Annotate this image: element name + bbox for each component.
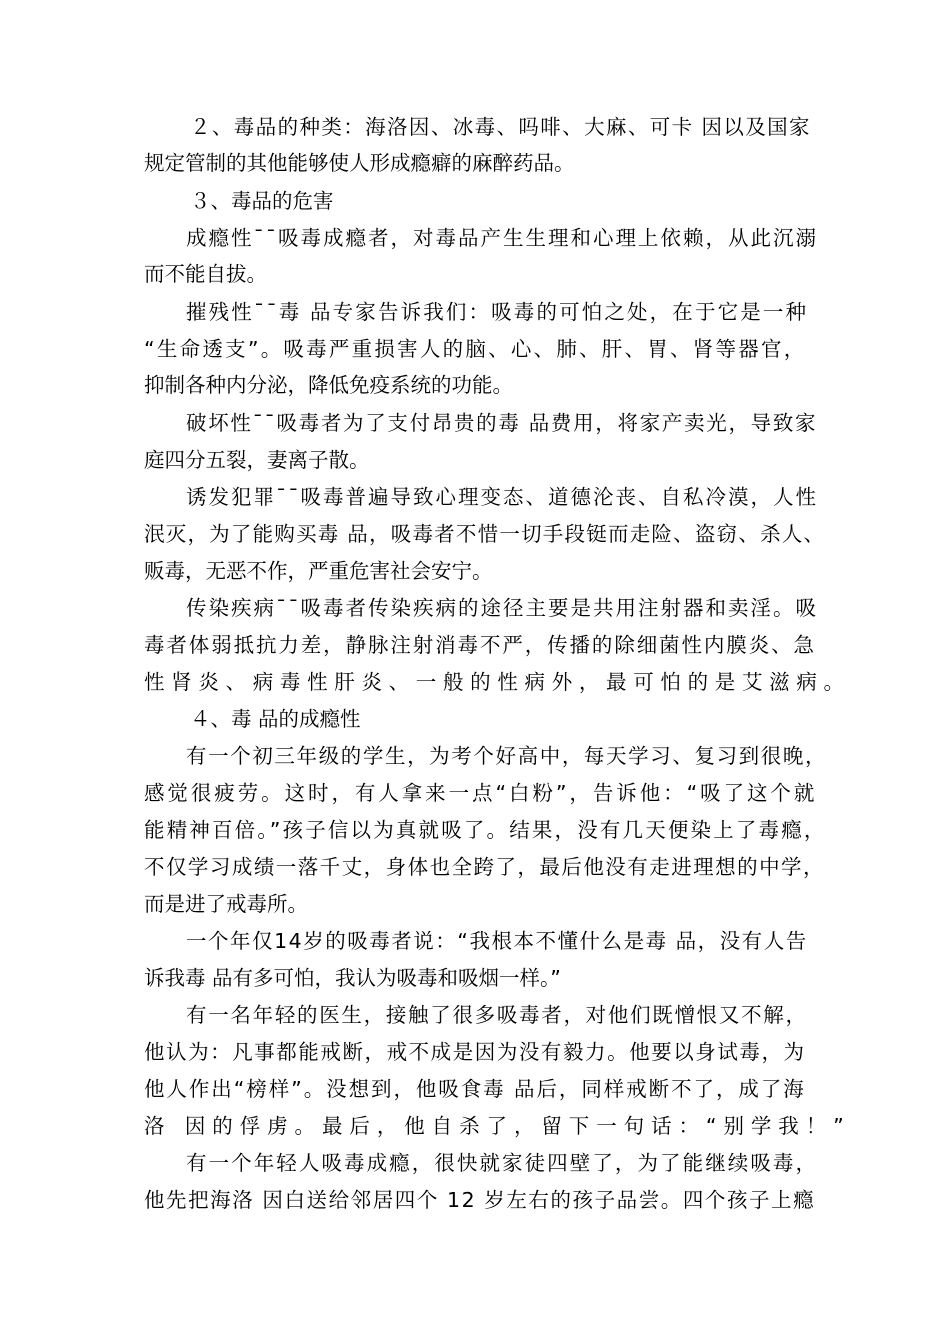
text-line: 抑制各种内分泌，降低免疫系统的功能。 [144, 373, 513, 397]
text-line: 洛 因的俘虏。最后，他自杀了，留下一句话：“别学我！” [144, 1114, 851, 1138]
text-line: 规定管制的其他能够使人形成瘾癖的麻醉药品。 [144, 151, 575, 175]
text-line: 他先把海洛 因白送给邻居四个 12 岁左右的孩子品尝。四个孩子上瘾 [144, 1188, 816, 1212]
text-line: 有一个年轻人吸毒成瘾，很快就家徒四壁了，为了能继续吸毒， [186, 1151, 819, 1175]
text-line: 传染疾病¯¯吸毒者传染疾病的途径主要是共用注射器和卖淫。吸 [186, 596, 818, 620]
text-line: 一个年仅14岁的吸毒者说：“我根本不懂什么是毒 品，没有人告 [186, 929, 808, 953]
text-line: 诉我毒 品有多可怕，我认为吸毒和吸烟一样。” [144, 966, 561, 990]
text-line: 毒者体弱抵抗力差，静脉注射消毒不严，传播的除细菌性内膜炎、急 [144, 633, 816, 657]
text-line: “生命透支”。吸毒严重损害人的脑、心、肺、肝、胃、肾等器官， [144, 337, 807, 361]
text-line: 而是进了戒毒所。 [144, 892, 308, 916]
text-line: 诱发犯罪¯¯吸毒普遍导致心理变态、道德沦丧、自私冷漠，人性 [186, 485, 818, 509]
text-line: 他人作出“榜样”。没想到，他吸食毒 品后，同样戒断不了，成了海 [144, 1077, 806, 1101]
text-line: 而不能自拔。 [144, 262, 267, 286]
text-line: 成瘾性¯¯吸毒成瘾者，对毒品产生生理和心理上依赖，从此沉溺 [186, 226, 818, 250]
text-line: 庭四分五裂，妻离子散。 [144, 448, 370, 472]
text-line: 有一个初三年级的学生，为考个好高中，每天学习、复习到很晚， [186, 744, 828, 768]
text-line: 不仅学习成绩一落千丈，身体也全跨了，最后他没有走进理想的中学， [144, 855, 825, 879]
text-line: ４、毒 品的成瘾性 [190, 707, 361, 731]
text-line: 性肾炎、病毒性肝炎、一般的性病外，最可怕的是艾滋病。 [144, 670, 851, 694]
text-line: 泯灭，为了能购买毒 品，吸毒者不惜一切手段铤而走险、盗窃、杀人、 [144, 522, 826, 546]
text-line: ３、毒品的危害 [190, 189, 334, 213]
text-line: ２、毒品的种类：海洛因、冰毒、吗啡、大麻、可卡 因以及国家 [190, 115, 811, 139]
text-line: 感觉很疲劳。这时，有人拿来一点“白粉”，告诉他：“吸了这个就 [144, 781, 818, 805]
text-line: 有一名年轻的医生，接触了很多吸毒者，对他们既憎恨又不解， [186, 1003, 808, 1027]
text-line: 摧残性¯¯毒 品专家告诉我们：吸毒的可怕之处，在于它是一种 [186, 300, 809, 324]
text-line: 能精神百倍。”孩子信以为真就吸了。结果，没有几天便染上了毒瘾， [144, 818, 827, 842]
text-line: 破坏性¯¯吸毒者为了支付昂贵的毒 品费用，将家产卖光，导致家 [186, 411, 818, 435]
text-line: 他认为：凡事都能戒断，戒不成是因为没有毅力。他要以身试毒，为 [144, 1040, 806, 1064]
text-line: 贩毒，无恶不作，严重危害社会安宁。 [144, 559, 493, 583]
